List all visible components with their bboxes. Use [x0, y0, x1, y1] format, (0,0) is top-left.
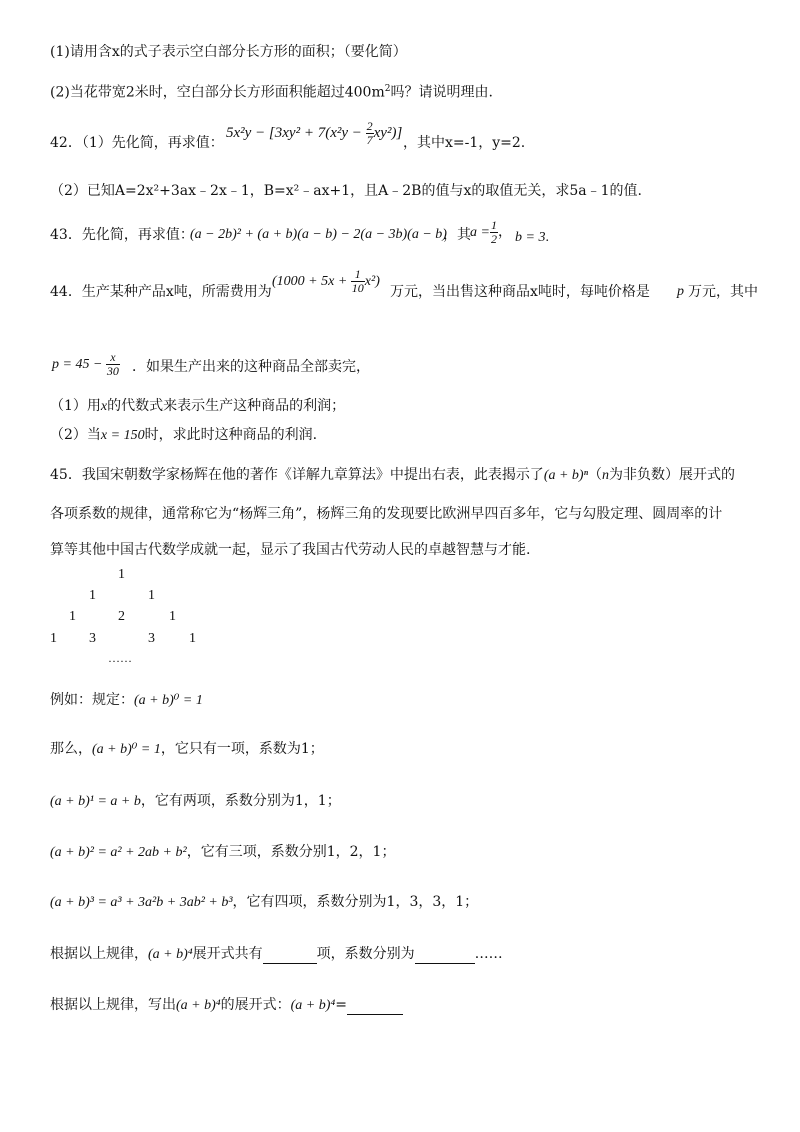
triangle-r0-c0: 1: [118, 567, 125, 582]
q45-row1: [50, 792, 341, 811]
q44-p-num: x: [106, 351, 120, 365]
q45-blank-expansion[interactable]: [347, 998, 403, 1015]
triangle-r3-c0: 1: [50, 631, 57, 646]
q42-expr-b: xy²)]: [373, 125, 403, 141]
triangle-r3-c2: 3: [148, 631, 155, 646]
q45-fill1-d: ……: [474, 946, 503, 962]
q45-fill1-a: 根据以上规律，: [50, 946, 148, 962]
q45-row3-b: ，它有四项，系数分别为1，3，3，1；: [232, 894, 479, 910]
q45-fill2: [50, 996, 403, 1015]
q45-line1: [50, 466, 735, 485]
triangle-r1-c0: 1: [89, 588, 96, 603]
q45-line1-expr: (a + b)ⁿ: [543, 468, 588, 483]
q45-example-expr: (a + b)⁰ = 1: [134, 693, 203, 708]
triangle-r2-c0: 1: [69, 609, 76, 624]
q45-line1-n: n: [602, 468, 609, 483]
q44-cost-num: 1: [351, 268, 365, 282]
q42-expression: [226, 118, 402, 148]
q42-frac-den: 7: [366, 133, 373, 148]
q45-row3-expr: (a + b)³ = a³ + 3a²b + 3ab² + b³: [50, 895, 233, 910]
q44-cost-frac: [351, 268, 365, 295]
q45-row0-expr: (a + b)⁰ = 1: [92, 742, 161, 757]
q45-fill1-expr: (a + b)⁴: [148, 947, 193, 962]
q43-sep: ，: [497, 225, 512, 240]
q43-tail: ，其: [443, 227, 471, 243]
triangle-r2-c2: 1: [169, 609, 176, 624]
q44-mid2: 万元，其中: [688, 284, 758, 300]
q43-b-value: [515, 230, 549, 246]
triangle-r2-c1: 2: [118, 609, 125, 624]
q44-cost-den: 10: [351, 281, 364, 296]
q44-p-var: p: [677, 284, 684, 299]
q45-line3: 算等其他中国古代数学成就一起，显示了我国古代劳动人民的卓越智慧与才能.: [50, 542, 531, 558]
q45-blank-coefficients[interactable]: [415, 947, 475, 964]
q45-row0-a: 那么，: [50, 741, 92, 757]
q44-sub1: [50, 397, 345, 416]
q41-part2: [50, 80, 493, 102]
q45-fill1-c: 项，系数分别为: [316, 946, 415, 962]
q43-a-num: 1: [490, 218, 497, 233]
q42-part2: （2）已知A=2x²+3ax﹣2x﹣1，B=x²﹣ax+1，且A﹣2B的值与x的取值无关，求5a﹣1的值.: [50, 183, 642, 199]
q45-example-label: 例如：规定：: [50, 692, 134, 708]
q45-row0-b: ，它只有一项，系数为1；: [160, 741, 324, 757]
q45-fill2-expr: (a + b)⁴: [176, 998, 221, 1013]
q45-fill1-b: 展开式共有: [192, 946, 263, 962]
q44-p-frac: [106, 351, 120, 378]
q45-row2-expr: (a + b)² = a² + 2ab + b²: [50, 845, 187, 860]
q44-p-lhs: p = 45 −: [52, 357, 106, 372]
q41-part1: (1)请用含x的式子表示空白部分长方形的面积；（要化简）: [50, 44, 407, 60]
triangle-r1-c1: 1: [148, 588, 155, 603]
triangle-r3-c3: 1: [189, 631, 196, 646]
q42-part1-label: 42．（1）先化简，再求值：: [50, 135, 224, 151]
q45-line1-a: 45．我国宋朝数学家杨辉在他的著作《详解九章算法》中提出右表，此表揭示了: [50, 467, 544, 483]
q45-blank-term-count[interactable]: [263, 947, 317, 964]
q45-fill2-eq: =: [335, 997, 348, 1013]
q45-row0: [50, 740, 324, 759]
q45-row1-b: ，它有两项，系数分别为1，1；: [140, 793, 341, 809]
q42-fraction: [366, 120, 374, 147]
q45-example: [50, 691, 203, 710]
q44-sub1-var: x: [100, 399, 108, 414]
q42-frac-num: 2: [366, 119, 373, 134]
q45-fill2-b: 的展开式：: [220, 997, 291, 1013]
q45-line1-b: （: [588, 467, 602, 483]
triangle-r3-c1: 3: [89, 631, 96, 646]
q44-sub2-a: （2）当: [50, 427, 101, 443]
q44-cost-b: x²): [364, 274, 380, 289]
q45-fill2-expr2: (a + b)⁴: [290, 998, 336, 1013]
q44-mid: 万元，当出售这种商品x吨时，每吨价格是: [390, 284, 650, 300]
q45-row2: [50, 843, 395, 862]
q41-part2-text: (2)当花带宽2米时，空白部分长方形面积能超过400m: [50, 84, 385, 101]
triangle-ellipsis: ……: [108, 651, 132, 665]
q45-line1-c: 为非负数）展开式的: [609, 467, 735, 483]
q44-cost-expression: [272, 266, 380, 298]
q44-sub2: [50, 426, 317, 445]
q44-p-den: 30: [106, 364, 119, 379]
q43-label: 43．先化简，再求值：: [50, 227, 194, 243]
q44-sub2-b: 时，求此时这种商品的利润.: [144, 427, 318, 443]
q43-b-expr: b = 3: [515, 230, 546, 245]
q45-row2-b: ，它有三项，系数分别1，2，1；: [186, 844, 396, 860]
q44-price-tail: ．如果生产出来的这种商品全部卖完，: [132, 359, 370, 375]
q43-a-den: 2: [490, 232, 497, 247]
q45-row1-expr: (a + b)¹ = a + b: [50, 794, 141, 809]
q44-price-expression: [52, 348, 120, 382]
q45-fill1: [50, 945, 503, 964]
q45-fill2-a: 根据以上规律，写出: [50, 997, 176, 1013]
q45-row3: [50, 893, 478, 912]
q44-cost-a: (1000 + 5x +: [272, 274, 351, 289]
q43-a-frac: [490, 219, 498, 246]
q44-label: 44．生产某种产品x吨，所需费用为: [50, 284, 272, 300]
q43-end: .: [545, 230, 549, 245]
q45-line2: 各项系数的规律，通常称它为“杨辉三角”，杨辉三角的发现要比欧洲早四百多年，它与勾股定理、圆周率的计: [50, 506, 723, 522]
q43-a-value: [470, 216, 512, 250]
q42-condition: ，其中x=-1，y=2.: [403, 135, 526, 151]
q43-expression: (a − 2b)² + (a + b)(a − b) − 2(a − 3b)(a − b): [190, 227, 447, 242]
q42-expr-a: 5x²y − [3xy² + 7(x²y −: [226, 125, 366, 141]
q44-sub1-a: （1）用: [50, 398, 101, 414]
q41-part2-tail: 吗？请说明理由.: [390, 84, 493, 101]
q43-a-lhs: a =: [470, 225, 490, 240]
q44-sub1-b: 的代数式来表示生产这种商品的利润；: [107, 398, 346, 414]
q44-sub2-expr: x = 150: [100, 428, 145, 443]
q41-part2-sup: 2: [384, 84, 391, 94]
